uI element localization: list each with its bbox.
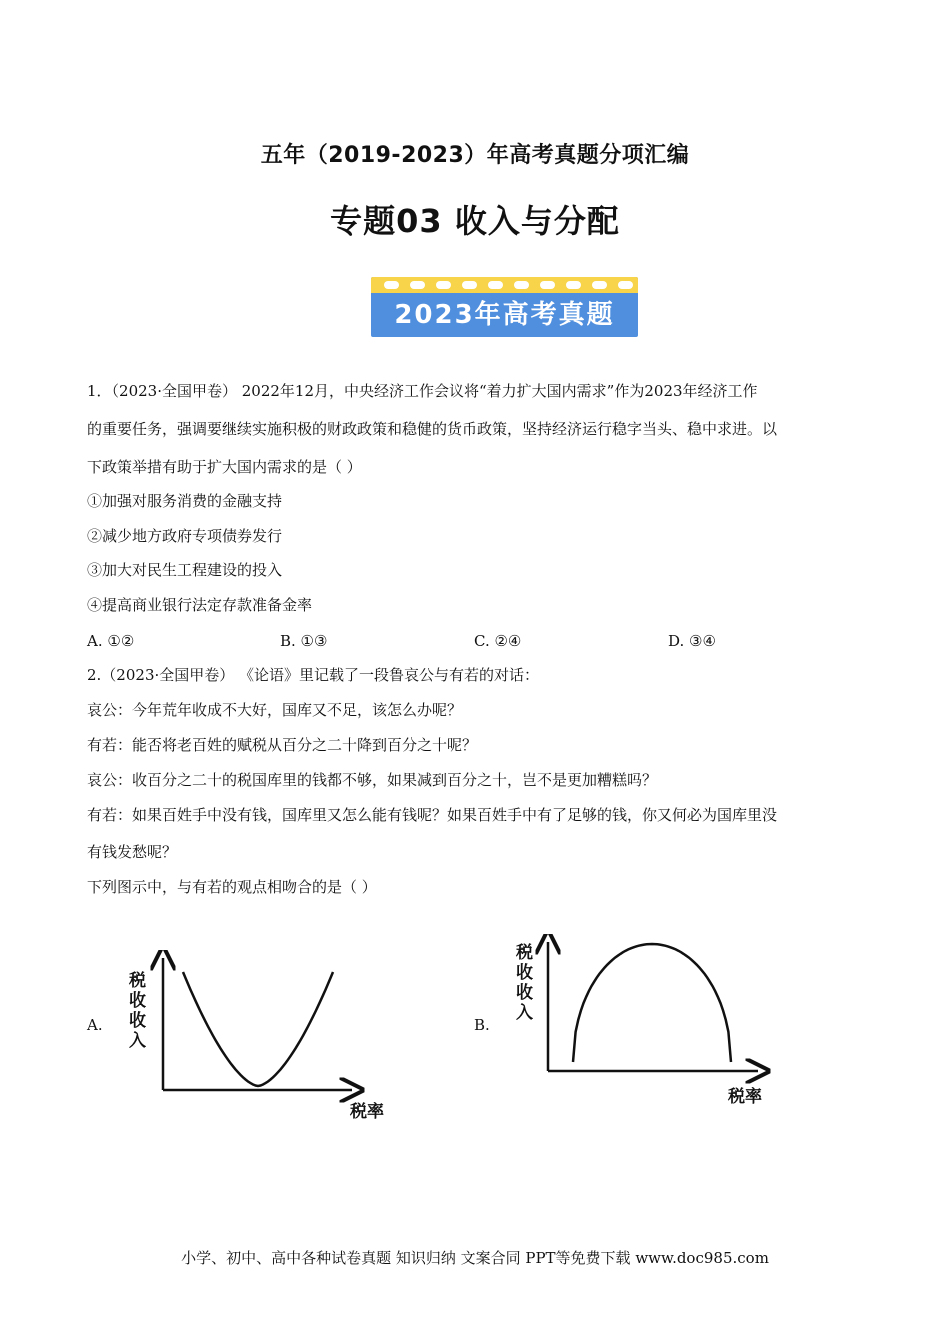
footer-text: 小学、初中、高中各种试卷真题 知识归纳 文案合同 PPT等免费下载 www.doc985.com xyxy=(181,1249,769,1267)
chart-b-xlabel: 税率 xyxy=(728,1087,762,1107)
banner-label: 2023年高考真题 xyxy=(394,300,615,330)
chart-b-ylabel-char: 收 xyxy=(516,963,533,983)
chart-b-curve xyxy=(573,944,731,1062)
chart-b-ylabel xyxy=(515,943,533,1023)
chart-b-ylabel-char: 入 xyxy=(516,1003,533,1023)
q2-intro: 2.（2023·全国甲卷） 《论语》里记载了一段鲁哀公与有若的对话： xyxy=(87,666,540,684)
banner-stripe xyxy=(371,277,638,293)
topic-title: 专题03 收入与分配 xyxy=(330,202,620,240)
q1-item-3: ③加大对民生工程建设的投入 xyxy=(87,561,283,579)
year-banner xyxy=(371,277,638,337)
q1-option-b: B. ①③ xyxy=(280,632,328,650)
q1-line-2: 的重要任务，强调要继续实施积极的财政政策和稳健的货币政策，坚持经济运行稳字当头、稳中求进。以 xyxy=(87,420,778,438)
q2-option-b-label: B. xyxy=(474,1016,490,1034)
q2-dialogue-2: 有若：能否将老百姓的赋税从百分之二十降到百分之十呢？ xyxy=(87,736,478,754)
chart-b-ylabel-char: 税 xyxy=(516,943,533,963)
chart-a-ylabel-char: 收 xyxy=(129,1011,146,1031)
q2-dialogue-4: 有若：如果百姓手中没有钱，国库里又怎么能有钱呢？如果百姓手中有了足够的钱，你又何必为国库里没 xyxy=(87,806,778,824)
q1-line-3: 下政策举措有助于扩大国内需求的是（ ） xyxy=(87,458,362,476)
page-title: 五年（2019-2023）年高考真题分项汇编 xyxy=(260,143,690,168)
q1-option-c: C. ②④ xyxy=(474,632,522,650)
q1-item-1: ①加强对服务消费的金融支持 xyxy=(87,492,283,510)
q2-dialogue-4-cont: 有钱发愁呢？ xyxy=(87,843,178,861)
chart-a-ylabel-char: 收 xyxy=(129,991,146,1011)
q1-option-d: D. ③④ xyxy=(668,632,716,650)
q2-option-a-label: A. xyxy=(87,1016,103,1034)
chart-b xyxy=(510,934,790,1114)
chart-a-ylabel-char: 入 xyxy=(129,1031,146,1051)
q2-dialogue-3: 哀公：收百分之二十的税国库里的钱都不够，如果减到百分之十，岂不是更加糟糕吗？ xyxy=(87,771,658,789)
chart-a-ylabel-char: 税 xyxy=(129,971,146,991)
chart-a-xlabel: 税率 xyxy=(350,1102,384,1122)
chart-a-curve xyxy=(183,972,333,1086)
chart-a-ylabel xyxy=(128,971,146,1051)
q1-item-4: ④提高商业银行法定存款准备金率 xyxy=(87,596,313,614)
q2-question: 下列图示中，与有若的观点相吻合的是（ ） xyxy=(87,878,377,896)
q2-dialogue-1: 哀公：今年荒年收成不大好，国库又不足，该怎么办呢？ xyxy=(87,701,463,719)
q1-option-a: A. ①② xyxy=(87,632,135,650)
q1-item-2: ②减少地方政府专项债券发行 xyxy=(87,527,283,545)
chart-b-ylabel-char: 收 xyxy=(516,983,533,1003)
chart-a xyxy=(120,950,400,1130)
q1-line-1: 1．（2023·全国甲卷） 2022年12月，中央经济工作会议将“着力扩大国内需求”作为2023年经济工作 xyxy=(87,382,758,400)
